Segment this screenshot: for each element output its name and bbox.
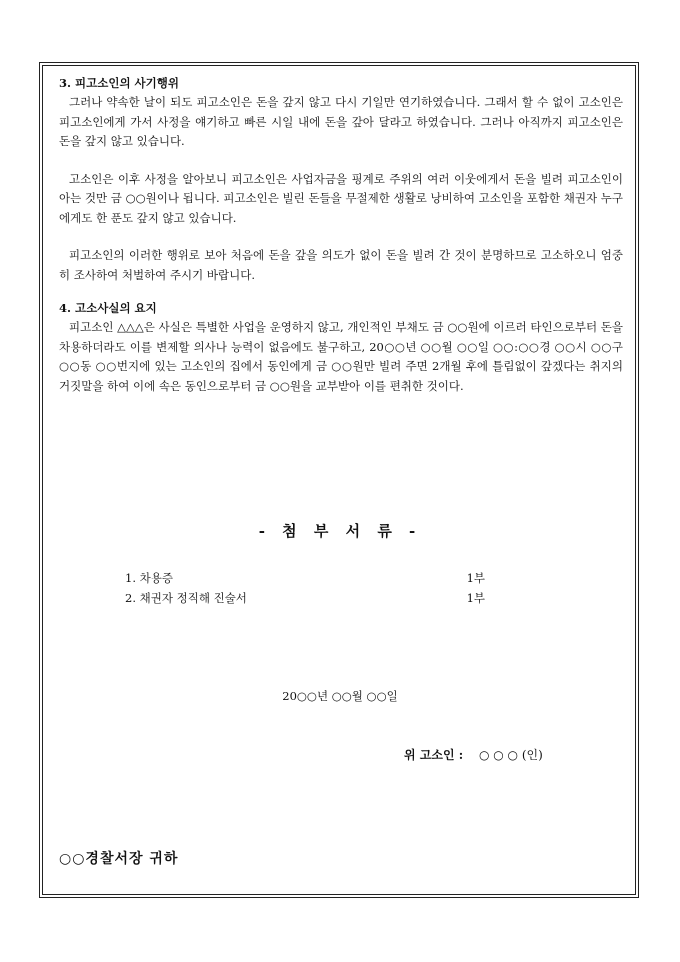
paragraph: 피고소인 △△△은 사실은 특별한 사업을 운영하지 않고, 개인적인 부채도 금 ○○원에 이르러 타인으로부터 돈을 차용하더라도 이를 변제할 의사나 능력이 없음에도 불구하고, 20○○년 ○○월 ○○일 ○○:○○경 ○○시 ○○구 ○○동 ○○번지에 있는 고소인의 집에서 동인에게 금 ○○원만 빌려 주면 2개월 후에 틀림없이 갚겠다는 취지의 거짓말을 하여 이에 속은 동인으로부터 금 ○○원을 교부받아 이를 편취한 것이다. bbox=[59, 320, 623, 393]
section-title-summary: 4. 고소사실의 요지 bbox=[59, 301, 157, 315]
attachment-count: 1부 bbox=[466, 591, 485, 605]
document-body bbox=[59, 74, 623, 396]
complainant-name: ○ ○ ○ (인) bbox=[478, 748, 543, 762]
complainant-signature bbox=[404, 746, 543, 763]
paragraph: 그러나 약속한 날이 되도 피고소인은 돈을 갚지 않고 다시 기일만 연기하였습니다. 그래서 할 수 없이 고소인은 피고소인에게 가서 사정을 얘기하고 빠른 시일 내에 돈을 갚아 달라고 하였습니다. 그러나 아직까지 피고소인은 돈을 갚지 않고 있습니다. bbox=[59, 95, 623, 148]
attachment-count: 1부 bbox=[466, 571, 485, 585]
attachment-name: 2. 채권자 정직해 진술서 bbox=[125, 591, 247, 605]
paragraph: 피고소인의 이러한 행위로 보아 처음에 돈을 갚을 의도가 없이 돈을 빌려 간 것이 분명하므로 고소하오니 엄중히 조사하여 처벌하여 주시기 바랍니다. bbox=[59, 248, 623, 282]
attachment-item bbox=[125, 568, 485, 588]
attachment-item bbox=[125, 588, 485, 608]
paragraph: 고소인은 이후 사정을 알아보니 피고소인은 사업자금을 핑계로 주위의 여러 이웃에게서 돈을 빌려 피고소인이 아는 것만 금 ○○원이나 됩니다. 피고소인은 빌린 돈들을 무절제한 생활로 낭비하여 고소인을 포함한 채권자 누구에게도 한 푼도 갚지 않고 있습니다. bbox=[59, 171, 623, 225]
document-date: 20○○년 ○○월 ○○일 bbox=[282, 689, 398, 703]
complainant-label: 위 고소인 : bbox=[404, 748, 464, 762]
attachments-title: - 첨 부 서 류 - bbox=[258, 522, 422, 540]
attachment-name: 1. 차용증 bbox=[125, 571, 173, 585]
addressee: ○○경찰서장 귀하 bbox=[59, 851, 179, 867]
attachments-list bbox=[125, 568, 485, 608]
section-title-fraud: 3. 피고소인의 사기행위 bbox=[59, 76, 179, 90]
